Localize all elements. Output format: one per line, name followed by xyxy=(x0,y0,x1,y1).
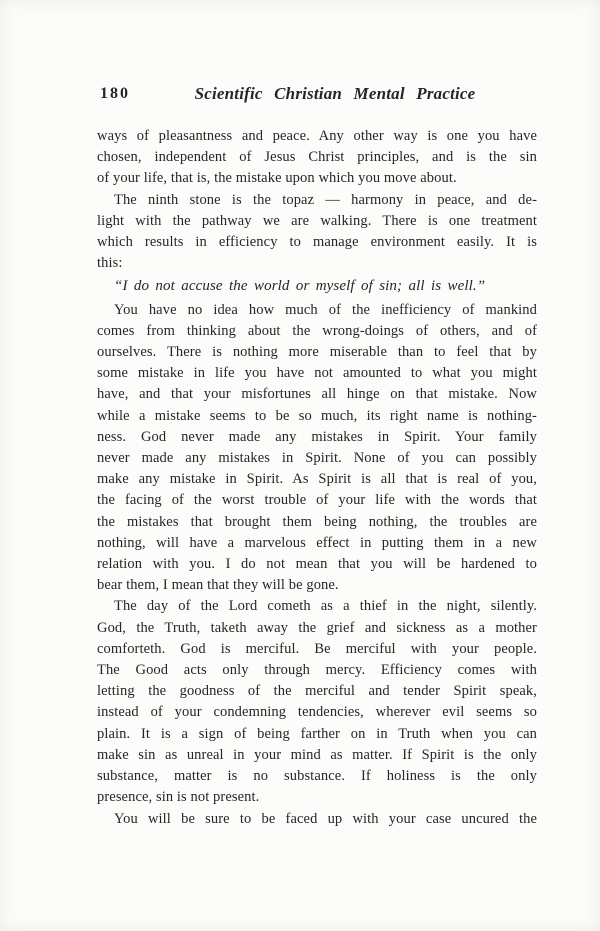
text-line: have, and that your misfortunes all hinge on that mistake. Now xyxy=(97,386,537,403)
paragraph xyxy=(97,300,537,597)
running-header xyxy=(97,84,537,106)
paragraph xyxy=(97,190,537,275)
text-line: comes from thinking about the wrong-doings of others, and of xyxy=(97,322,537,339)
text-line: the mistakes that brought them being nothing, the troubles are xyxy=(97,513,537,530)
text-line: ness. God never made any mistakes in Spirit. Your family xyxy=(97,428,537,445)
text-line: The Good acts only through mercy. Efficiency comes with xyxy=(97,662,537,679)
text-line: make any mistake in Spirit. As Spirit is all that is real of you, xyxy=(97,471,537,488)
running-title: Scientific Christian Mental Practice xyxy=(194,84,476,103)
page-number: 180 xyxy=(100,85,130,102)
text-line: while a mistake seems to be so much, its right name is nothing- xyxy=(97,407,537,424)
paragraph xyxy=(97,126,537,190)
text-line: plain. It is a sign of being farther on in Truth when you can xyxy=(97,725,537,742)
text-line: chosen, independent of Jesus Christ principles, and is the sin xyxy=(97,149,537,166)
text-line: comforteth. God is merciful. Be merciful with your people. xyxy=(97,640,537,657)
text-line: bear them, I mean that they will be gone. xyxy=(97,577,339,594)
text-line: some mistake in life you have not amounted to what you might xyxy=(97,365,537,382)
text-line: The day of the Lord cometh as a thief in the night, silently. xyxy=(114,598,537,615)
affirmation-quote-paragraph xyxy=(97,276,537,297)
text-line: presence, sin is not present. xyxy=(97,789,260,806)
text-line: God, the Truth, taketh away the grief and sickness as a mother xyxy=(97,619,537,636)
text-line: this: xyxy=(97,255,123,272)
text-line: You have no idea how much of the inefficiency of mankind xyxy=(114,301,537,318)
text-line: of your life, that is, the mistake upon which you move about. xyxy=(97,170,457,187)
text-line: substance, matter is no substance. If holiness is the only xyxy=(97,768,537,785)
text-line: instead of your condemning tendencies, wherever evil seems so xyxy=(97,704,537,721)
text-line: The ninth stone is the topaz — harmony in peace, and de- xyxy=(114,191,537,208)
text-line: light with the pathway we are walking. There is one treatment xyxy=(97,212,537,229)
text-line: relation with you. I do not mean that you will be hardened to xyxy=(97,556,537,573)
text-line: ways of pleasantness and peace. Any other way is one you have xyxy=(97,128,537,144)
text-line: ourselves. There is nothing more miserable than to feel that by xyxy=(97,344,537,361)
text-line: nothing, will have a marvelous effect in putting them in a new xyxy=(97,534,537,551)
text-line: You will be sure to be faced up with your case uncured the xyxy=(114,810,537,827)
text-line: the facing of the worst trouble of your life with the words that xyxy=(97,492,537,509)
paragraph xyxy=(97,596,537,808)
text-line: which results in efficiency to manage environment easily. It is xyxy=(97,234,537,251)
paragraph xyxy=(97,809,537,830)
text-line: never made any mistakes in Spirit. None of you can possibly xyxy=(97,450,537,467)
quote-line: “I do not accuse the world or myself of sin; all is well.” xyxy=(114,278,486,295)
body-text-block xyxy=(97,126,537,830)
text-line: letting the goodness of the merciful and tender Spirit speak, xyxy=(97,683,537,700)
text-line: make sin as unreal in your mind as matter. If Spirit is the only xyxy=(97,746,537,763)
